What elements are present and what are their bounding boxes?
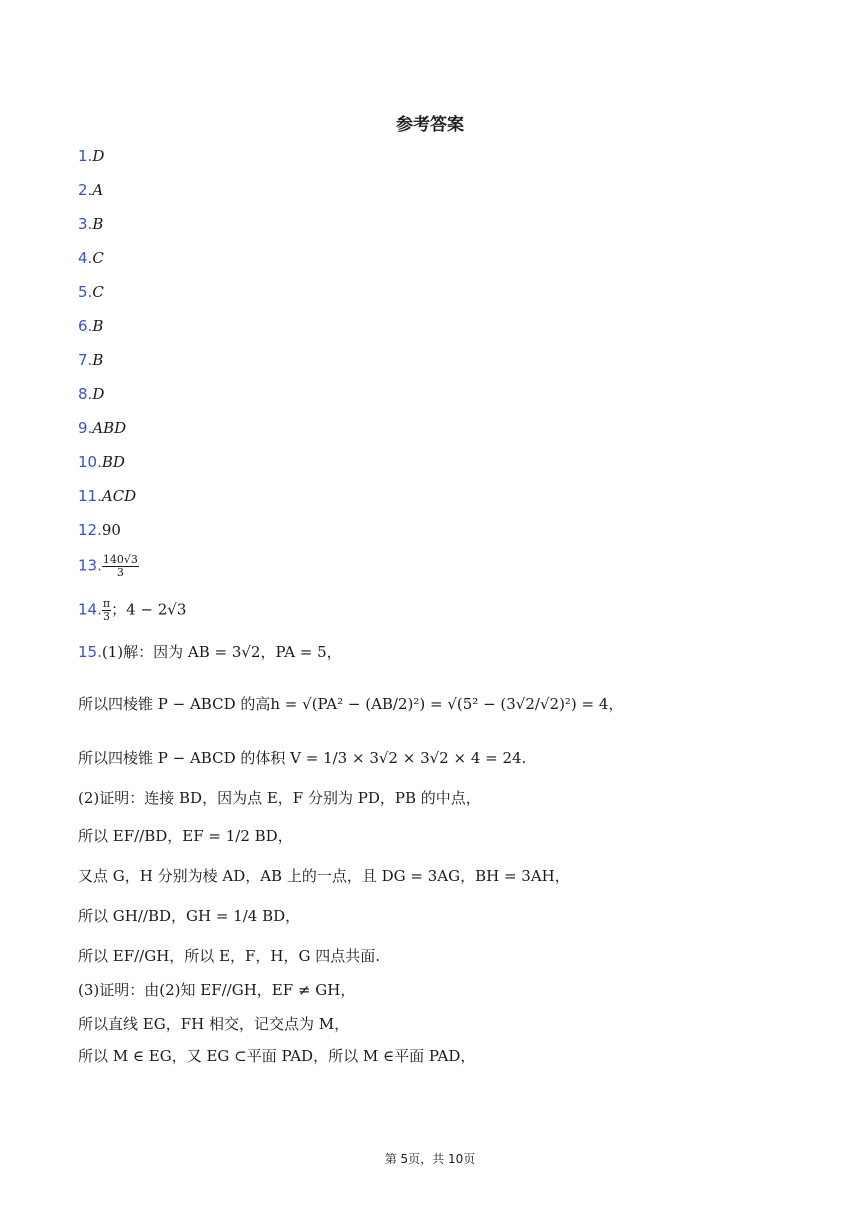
- answer-number: 14.: [78, 600, 102, 619]
- answer-value: D: [92, 147, 105, 165]
- fraction: [102, 598, 111, 623]
- answer-11: [78, 486, 136, 506]
- answer-number: 13.: [78, 556, 102, 575]
- answer-10: [78, 452, 125, 472]
- q15-line-3: 所以四棱锥 P − ABCD 的体积 V = 1/3 × 3√2 × 3√2 × 4 = 24.: [78, 749, 527, 767]
- q15-line-7: 所以 GH//BD，GH = 1/4 BD，: [78, 907, 301, 925]
- answer-7: [78, 350, 103, 370]
- answer-number: 5.: [78, 283, 93, 301]
- answer-9: [78, 418, 126, 438]
- answer-value: BD: [101, 453, 125, 471]
- answer-12: [78, 520, 121, 540]
- q15-line-8: 所以 EF//GH，所以 E，F，H，G 四点共面.: [78, 947, 381, 965]
- answer-value: C: [92, 249, 104, 267]
- solution-text: (1)解：因为 AB = 3√2，PA = 5，: [101, 643, 342, 661]
- answer-number: 10.: [78, 453, 102, 471]
- fraction-numerator: 140√3: [102, 553, 138, 566]
- answer-value: B: [92, 215, 104, 233]
- answer-number: 4.: [78, 249, 93, 267]
- answer-value: B: [92, 351, 104, 369]
- q15-line-5: 所以 EF//BD，EF = 1/2 BD，: [78, 827, 293, 845]
- q15-line-11: 所以 M ∈ EG，又 EG ⊂平面 PAD，所以 M ∈平面 PAD，: [78, 1047, 476, 1065]
- answer-13: [78, 554, 139, 579]
- answer-1: [78, 146, 104, 166]
- q15-line-10: 所以直线 EG，FH 相交，记交点为 M，: [78, 1015, 350, 1033]
- answer-value: 90: [101, 521, 121, 539]
- answer-14: [78, 598, 186, 623]
- answer-3: [78, 214, 103, 234]
- fraction-denominator: 3: [116, 566, 124, 579]
- answer-value: D: [92, 385, 105, 403]
- answer-value: A: [92, 181, 104, 199]
- answer-value: C: [92, 283, 104, 301]
- fraction-numerator: π: [102, 597, 111, 610]
- q15-line-6: 又点 G，H 分别为棱 AD，AB 上的一点，且 DG = 3AG，BH = 3AH，: [78, 867, 570, 885]
- answer-rest: ；4 − 2√3: [111, 600, 187, 619]
- answer-number: 6.: [78, 317, 93, 335]
- q15-line-4: (2)证明：连接 BD，因为点 E，F 分别为 PD，PB 的中点，: [78, 789, 481, 807]
- answer-value: ACD: [101, 487, 137, 505]
- answer-4: [78, 248, 104, 268]
- answer-number: 9.: [78, 419, 93, 437]
- fraction-denominator: 3: [102, 610, 110, 623]
- answer-5: [78, 282, 104, 302]
- answer-value: B: [92, 317, 104, 335]
- answer-number: 2.: [78, 181, 93, 199]
- q15-line-9: (3)证明：由(2)知 EF//GH，EF ≠ GH，: [78, 981, 356, 999]
- answer-number: 12.: [78, 521, 102, 539]
- answer-2: [78, 180, 103, 200]
- answer-number: 8.: [78, 385, 93, 403]
- answer-number: 7.: [78, 351, 93, 369]
- answer-value: ABD: [92, 419, 127, 437]
- answer-number: 11.: [78, 487, 102, 505]
- answer-number: 15.: [78, 643, 102, 661]
- answer-number: 3.: [78, 215, 93, 233]
- page-title: 参考答案: [396, 115, 464, 135]
- answer-number: 1.: [78, 147, 93, 165]
- page-footer: 第 5页，共 10页: [384, 1152, 476, 1166]
- q15-line-2: 所以四棱锥 P − ABCD 的高h = √(PA² − (AB/2)²) = √(5² − (3√2/√2)²) = 4，: [78, 695, 624, 713]
- q15-line-1: [78, 642, 342, 662]
- answer-8: [78, 384, 104, 404]
- answer-6: [78, 316, 103, 336]
- fraction: [102, 554, 139, 579]
